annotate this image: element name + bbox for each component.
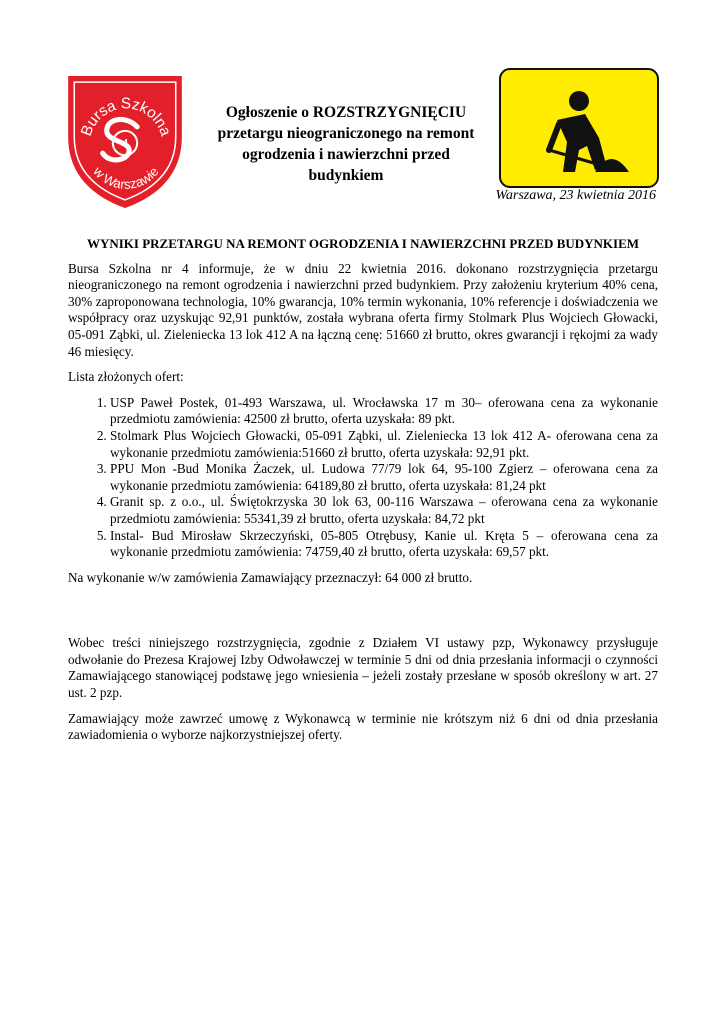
issue-date: Warszawa, 23 kwietnia 2016 bbox=[495, 188, 656, 203]
logo-text-bottom: w Warszawie bbox=[90, 163, 162, 192]
appeal-paragraph: Wobec treści niniejszego rozstrzygnięcia, zgodnie z Działem VI ustawy pzp, Wykonawcy przysługuje odwołanie do Prezesa Krajowej Izby Odwoławczej w terminie 5 dni od dnia przesłania informacji o czynności Zamawiającego stanowiącej podstawę jego wniesienia – jeżeli zostały przesłane w sposób określony w art. 27 ust. 2 pzp. bbox=[68, 635, 658, 701]
road-works-sign-icon bbox=[499, 68, 659, 188]
document-body bbox=[68, 236, 658, 753]
school-shield-logo-icon bbox=[64, 72, 186, 210]
spacer bbox=[68, 595, 658, 635]
title-line: ogrodzenia i nawierzchni przed bbox=[242, 146, 450, 163]
title-line: budynkiem bbox=[308, 167, 384, 184]
offers-label: Lista złożonych ofert: bbox=[68, 369, 184, 385]
notice-title bbox=[196, 102, 496, 186]
contract-paragraph: Zamawiający może zawrzeć umowę z Wykonawcą w terminie nie krótszym niż 6 dni od dnia przesłania zawiadomienia o wyborze najkorzystniejszej oferty. bbox=[68, 710, 658, 743]
budget-paragraph: Na wykonanie w/w zamówienia Zamawiający przeznaczył: 64 000 zł brutto. bbox=[68, 569, 473, 585]
logo-text-top: Bursa Szkolna bbox=[77, 95, 175, 139]
offer-item: 5. Instal- Bud Mirosław Skrzeczyński, 05-805 Otrębusy, Kanie ul. Kręta 5 – oferowana cena za wykonanie przedmiotu zamówienia: 74759,40 zł brutto, oferta uzyskała: 69,57 pkt. bbox=[110, 528, 658, 561]
offer-item: 1. USP Paweł Postek, 01-493 Warszawa, ul. Wrocławska 17 m 30– oferowana cena za wykonanie przedmiotu zamówienia: 42500 zł brutto, oferta uzyskała: 89 pkt. bbox=[110, 395, 658, 428]
title-line: Ogłoszenie o ROZSTRZYGNIĘCIU bbox=[225, 104, 467, 121]
logo-number: 4 bbox=[121, 136, 129, 152]
results-heading: WYNIKI PRZETARGU NA REMONT OGRODZENIA I NAWIERZCHNI PRZED BUDYNKIEM bbox=[86, 236, 640, 251]
title-line: przetargu nieograniczonego na remont bbox=[217, 125, 475, 142]
offer-item: 4. Granit sp. z o.o., ul. Świętokrzyska 30 lok 63, 00-116 Warszawa – oferowana cena za wykonanie przedmiotu zamówienia: 55341,39 zł brutto, oferta uzyskała: 84,72 pkt bbox=[110, 494, 658, 527]
offers-list bbox=[68, 395, 658, 561]
offer-item: 2. Stolmark Plus Wojciech Głowacki, 05-091 Ząbki, ul. Zieleniecka 13 lok 412 A- oferowana cena za wykonanie przedmiotu zamówienia:51660 zł brutto, oferta uzyskała: 92,91 pkt. bbox=[110, 428, 658, 461]
intro-paragraph: Bursa Szkolna nr 4 informuje, że w dniu 22 kwietnia 2016. dokonano rozstrzygnięcia przetargu nieograniczonego na remont ogrodzenia i nawierzchni przed budynkiem. Przy założeniu kryterium 40% cena, 30% zaproponowana technologia, 10% gwarancja, 10% termin wykonania, 10% referencje i doświadczenia we współpracy oraz uzyskując 92,91 punktów, została wybrana oferta firmy Stolmark Plus Wojciech Głowacki, 05-091 Ząbki, ul. Zieleniecka 13 lok 412 A na łączną cenę: 51660 zł brutto, okres gwarancji i rękojmi za wady 46 miesięcy. bbox=[68, 260, 658, 359]
offer-item: 3. PPU Mon -Bud Monika Żaczek, ul. Ludowa 77/79 lok 64, 95-100 Zgierz – oferowana cena za wykonanie przedmiotu zamówienia: 64189,80 zł brutto, oferta uzyskała: 81,24 pkt bbox=[110, 461, 658, 494]
